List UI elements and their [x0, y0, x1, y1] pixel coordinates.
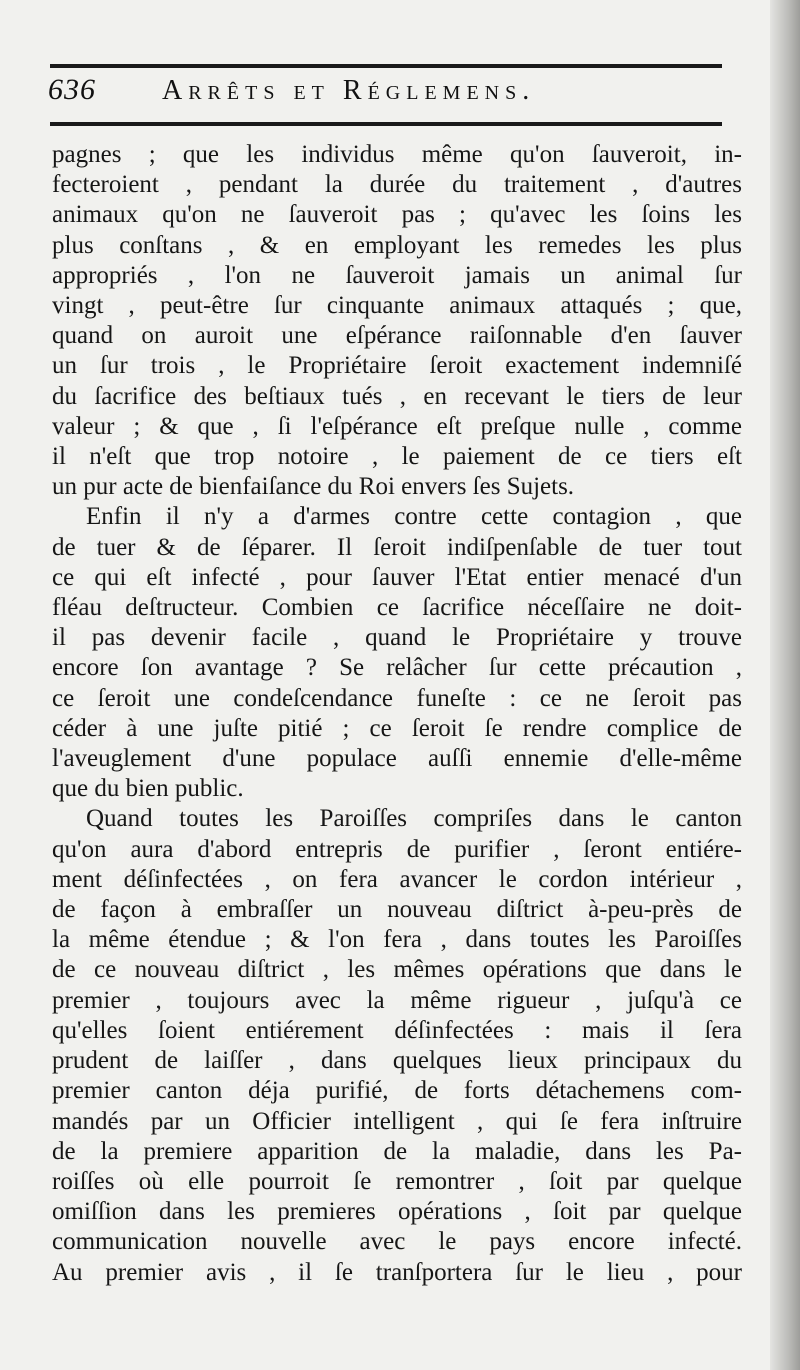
- text-line: un ſur trois , le Propriétaire ſeroit exactement indemniſé: [52, 352, 742, 380]
- text-line: encore ſon avantage ? Se relâcher ſur cette précaution ,: [52, 654, 742, 682]
- text-line: de façon à embraſſer un nouveau diſtrict à-peu-près de: [52, 896, 742, 924]
- text-line: premier , toujours avec la même rigueur , juſqu'à ce: [52, 986, 742, 1014]
- text-line: fecteroient , pendant la durée du traitement , d'autres: [52, 171, 742, 199]
- text-line: l'aveuglement d'une populace auſſi ennemie d'elle-même: [52, 745, 742, 773]
- text-line: communication nouvelle avec le pays encore infecté.: [52, 1228, 742, 1256]
- text-line: mandés par un Officier intelligent , qui ſe fera inſtruire: [52, 1107, 742, 1135]
- text-line: Au premier avis , il ſe tranſportera ſur le lieu , pour: [52, 1258, 742, 1286]
- binding-shadow: [770, 0, 800, 1370]
- text-line: fléau deſtructeur. Combien ce ſacrifice néceſſaire ne doit-: [52, 594, 742, 622]
- paragraph: [52, 804, 742, 1287]
- text-line: roiſſes où elle pourroit ſe remontrer , ſoit par quelque: [52, 1167, 742, 1195]
- text-line: ment déſinfectées , on fera avancer le cordon intérieur ,: [52, 865, 742, 893]
- text-line: valeur ; & que , ſi l'eſpérance eſt preſque nulle , comme: [52, 412, 742, 440]
- text-line: il pas devenir facile , quand le Propriétaire y trouve: [52, 624, 742, 652]
- body-text: [52, 140, 742, 1288]
- text-line: quand on auroit une eſpérance raiſonnable d'en ſauver: [52, 322, 742, 350]
- paragraph: [52, 502, 742, 804]
- text-line: la même étendue ; & l'on fera , dans toutes les Paroiſſes: [52, 926, 742, 954]
- text-line: appropriés , l'on ne ſauveroit jamais un animal ſur: [52, 261, 742, 289]
- text-line: plus conſtans , & en employant les remedes les plus: [52, 231, 742, 259]
- text-line: il n'eſt que trop notoire , le paiement de ce tiers eſt: [52, 443, 742, 471]
- text-line: ce qui eſt infecté , pour ſauver l'Etat entier menacé d'un: [52, 563, 742, 591]
- text-line: que du bien public.: [52, 775, 244, 803]
- page-header: [48, 73, 720, 115]
- text-line: animaux qu'on ne ſauveroit pas ; qu'avec les ſoins les: [52, 201, 742, 229]
- text-line: Enfin il n'y a d'armes contre cette contagion , que: [86, 503, 742, 531]
- text-line: pagnes ; que les individus même qu'on ſauveroit, in-: [52, 141, 742, 168]
- text-line: de tuer & de ſéparer. Il ſeroit indiſpenſable de tuer tout: [52, 533, 742, 561]
- text-line: vingt , peut-être ſur cinquante animaux attaqués ; que,: [52, 292, 742, 320]
- text-line: qu'on aura d'abord entrepris de purifier , ſeront entiére-: [52, 835, 742, 863]
- text-line: omiſſion dans les premieres opérations , ſoit par quelque: [52, 1198, 742, 1226]
- text-line: du ſacrifice des beſtiaux tués , en recevant le tiers de leur: [52, 382, 742, 410]
- text-line: ce ſeroit une condeſcendance funeſte : ce ne ſeroit pas: [52, 684, 742, 712]
- header-top-rule: [50, 64, 722, 68]
- text-line: prudent de laiſſer , dans quelques lieux principaux du: [52, 1047, 742, 1075]
- text-line: de la premiere apparition de la maladie, dans les Pa-: [52, 1137, 742, 1165]
- paragraph: [52, 140, 742, 502]
- page-number: 636: [48, 73, 96, 106]
- text-line: premier canton déja purifié, de forts détachemens com-: [52, 1077, 742, 1105]
- running-title: Arrêts et Réglemens.: [162, 75, 536, 106]
- header-bottom-rule: [50, 122, 722, 126]
- text-line: Quand toutes les Paroiſſes compriſes dans le canton: [86, 805, 742, 833]
- text-line: céder à une juſte pitié ; ce ſeroit ſe rendre complice de: [52, 714, 742, 742]
- text-line: un pur acte de bienfaiſance du Roi envers ſes Sujets.: [52, 473, 575, 501]
- text-line: qu'elles ſoient entiérement déſinfectées : mais il ſera: [52, 1016, 742, 1044]
- text-line: de ce nouveau diſtrict , les mêmes opérations que dans le: [52, 956, 742, 984]
